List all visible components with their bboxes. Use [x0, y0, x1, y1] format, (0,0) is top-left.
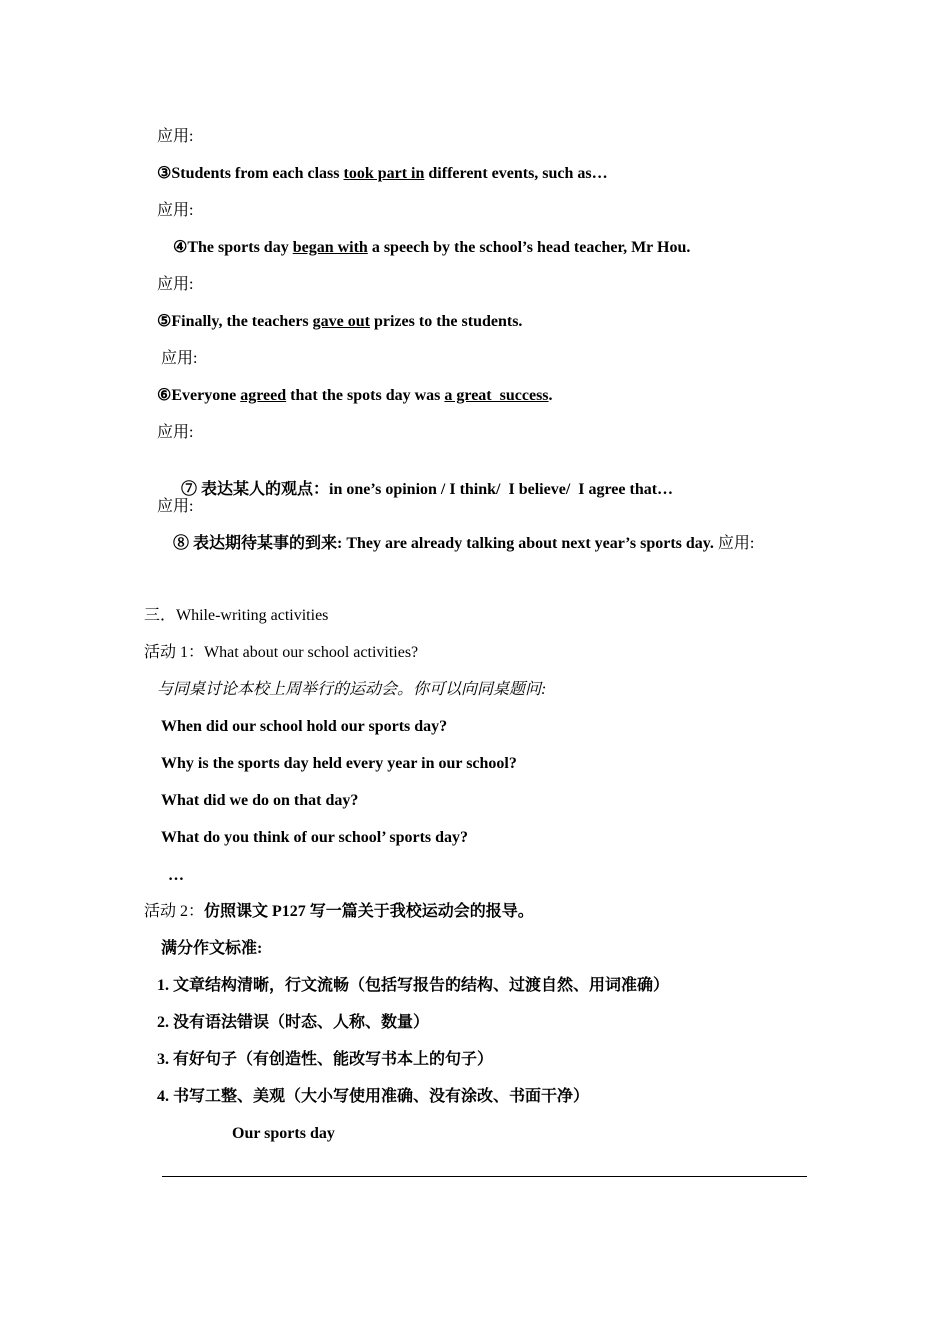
item-number: ⑦: [181, 481, 198, 498]
item-number: ⑥: [157, 387, 172, 404]
sentence-item-7: ⑦ 表达某人的观点：in one’s opinion / I think/ I believe/ I agree that…: [181, 481, 674, 498]
criteria-item: 3. 有好句子（有创造性、能改写书本上的句子）: [157, 1051, 494, 1068]
item-number: ⑧: [173, 535, 190, 552]
question-item: What did we do on that day?: [161, 792, 359, 809]
question-item: When did our school hold our sports day?: [161, 718, 448, 735]
sentence-item-8: ⑧ 表达期待某事的到来: They are already talking about next year’s sports day. 应用:: [173, 535, 755, 552]
ellipsis: …: [168, 867, 184, 884]
apply-label: 应用:: [161, 350, 198, 367]
apply-label: 应用:: [157, 128, 194, 145]
apply-label: 应用:: [157, 202, 194, 219]
key-phrase: began with: [292, 239, 368, 256]
activity-2-label: 活动 2：仿照课文 P127 写一篇关于我校运动会的报导。: [144, 903, 534, 920]
activity-1-instruction: 与同桌讨论本校上周举行的运动会。你可以向同桌题问:: [157, 681, 547, 698]
criteria-title: 满分作文标准:: [161, 940, 263, 957]
apply-label: 应用:: [157, 424, 194, 441]
sentence-item-6: ⑥Everyone agreed that the spots day was a great success.: [157, 387, 553, 404]
criteria-item: 1. 文章结构清晰，行文流畅（包括写报告的结构、过渡自然、用词准确）: [157, 977, 670, 994]
item-number: ③: [157, 165, 172, 182]
key-phrase: took part in: [343, 165, 425, 182]
key-phrase: a great success: [444, 387, 549, 404]
section-title: 三．While-writing activities: [144, 607, 329, 624]
apply-label: 应用:: [713, 535, 755, 552]
essay-title: Our sports day: [232, 1125, 335, 1142]
question-item: Why is the sports day held every year in our school?: [161, 755, 517, 772]
criteria-item: 2. 没有语法错误（时态、人称、数量）: [157, 1014, 430, 1031]
item-number: ④: [173, 239, 188, 256]
sentence-item-4: ④The sports day began with a speech by the school’s head teacher, Mr Hou.: [173, 239, 691, 256]
question-item: What do you think of our school’ sports day?: [161, 829, 469, 846]
apply-label: 应用:: [157, 276, 194, 293]
apply-label: 应用:: [157, 498, 194, 515]
key-phrase: agreed: [240, 387, 287, 404]
criteria-item: 4. 书写工整、美观（大小写使用准确、没有涂改、书面干净）: [157, 1088, 590, 1105]
key-phrase: gave out: [312, 313, 370, 330]
item-number: ⑤: [157, 313, 172, 330]
writing-line[interactable]: [162, 1176, 807, 1177]
sentence-item-3: ③Students from each class took part in different events, such as…: [157, 165, 608, 182]
sentence-item-5: ⑤Finally, the teachers gave out prizes to the students.: [157, 313, 523, 330]
activity-1-label: 活动 1：What about our school activities?: [144, 644, 419, 661]
